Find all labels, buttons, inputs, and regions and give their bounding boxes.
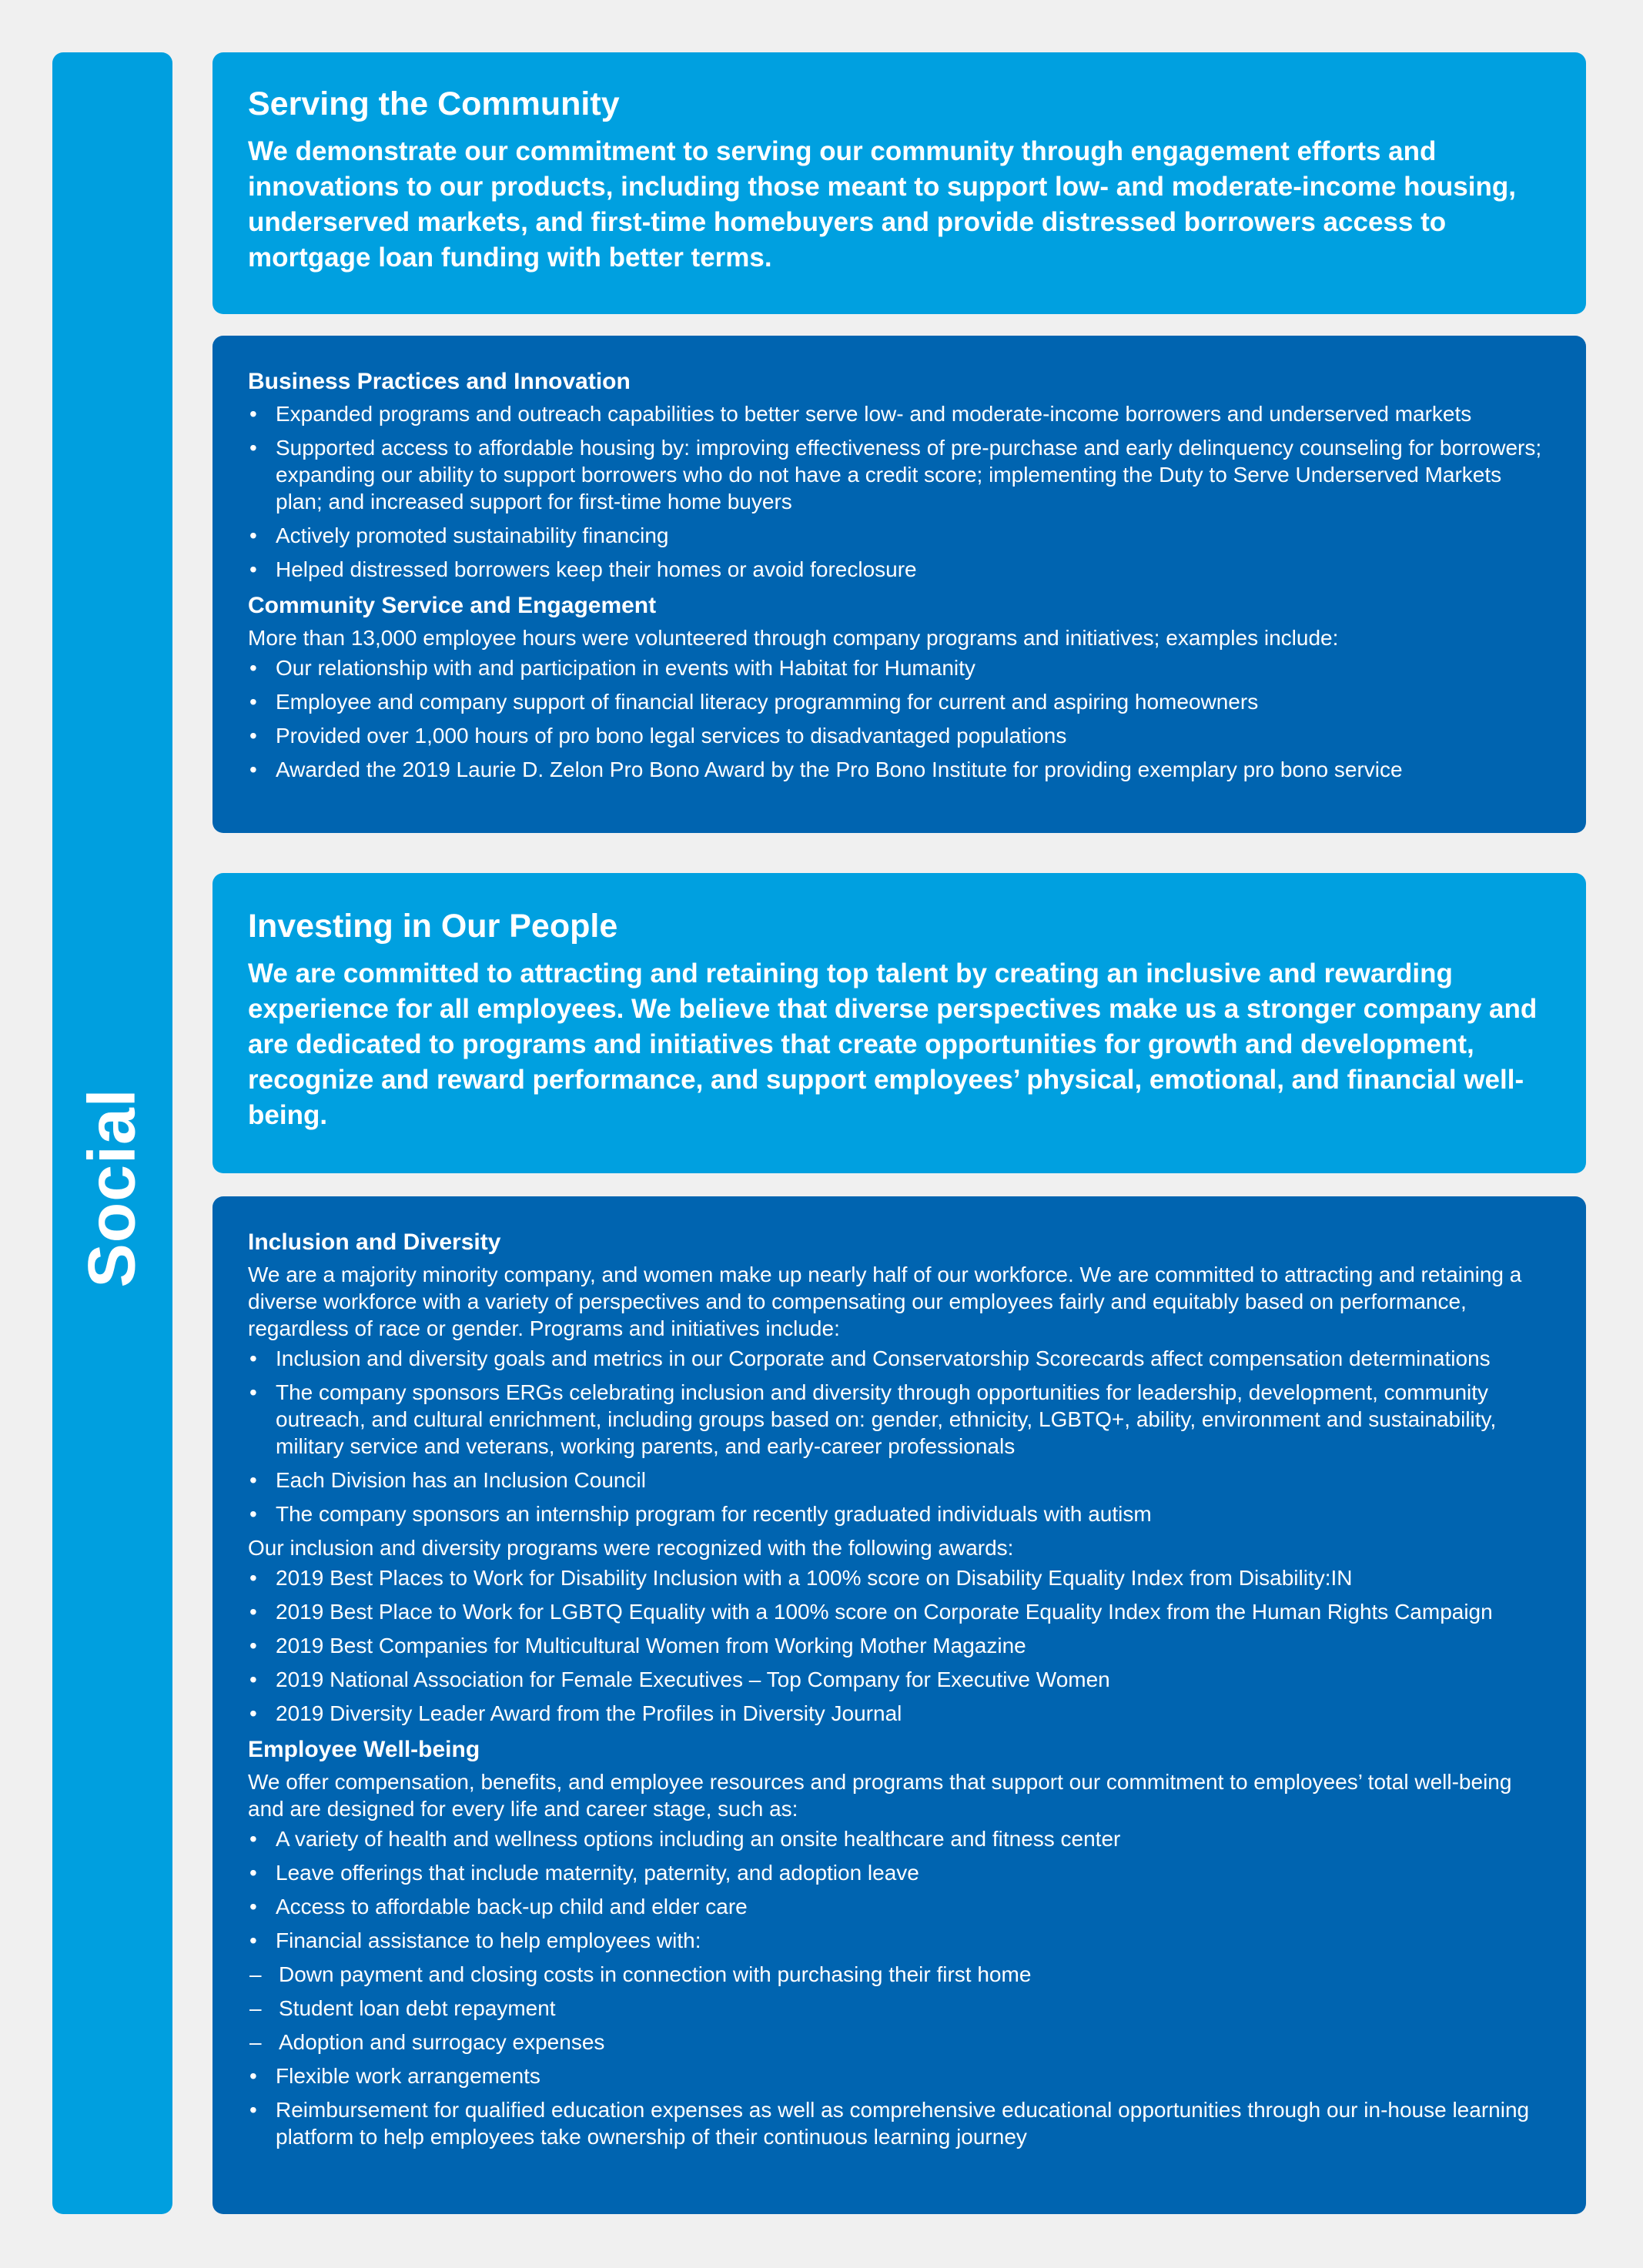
list-item: • Reimbursement for qualified education expenses as well as comprehensive educational opportunities through our in-house learning platform to help employees take ownership of their continuous learning journey [248,2096,1548,2150]
inclusion-list [248,1345,1548,1527]
list-item: • 2019 Best Places to Work for Disability Inclusion with a 100% score on Disability Equality Index from Disability:IN [248,1564,1548,1591]
wellbeing-list [248,1825,1548,2150]
people-title: Investing in Our People [248,908,618,945]
awards-list [248,1564,1548,1727]
community-list [248,654,1548,783]
inclusion-title: Inclusion and Diversity [248,1229,501,1255]
list-item: • Each Division has an Inclusion Council [248,1467,1548,1494]
list-item: • 2019 Best Place to Work for LGBTQ Equality with a 100% score on Corporate Equality Index from the Human Rights Campaign [248,1598,1548,1625]
wellbeing-title: Employee Well-being [248,1737,480,1762]
serving-community-panel [212,52,1586,314]
awards-intro: Our inclusion and diversity programs were recognized with the following awards: [248,1536,1014,1560]
sub-list-item: – Student loan debt repayment [248,1995,1548,2022]
list-item: • The company sponsors ERGs celebrating inclusion and diversity through opportunities for leadership, development, community outreach, and cultural enrichment, including groups based on: gender, ethnicity, LGBTQ+, ability, environment and sustainability, military service and veterans, working parents, and early-career professionals [248,1379,1548,1460]
social-sidebar [52,52,172,2214]
serving-title: Serving the Community [248,85,620,122]
people-lead: We are committed to attracting and retaining top talent by creating an inclusive and rewarding experience for all employees. We believe that diverse perspectives make us a stronger company and are dedicated to programs and initiatives that create opportunities for growth and development, recognize and reward performance, and support employees’ physical, emotional, and financial well-being. [248,958,1538,1130]
community-intro: More than 13,000 employee hours were volunteered through company programs and initiatives; examples include: [248,626,1339,650]
business-title: Business Practices and Innovation [248,369,631,394]
list-item: • Helped distressed borrowers keep their homes or avoid foreclosure [248,556,1548,583]
community-details-panel [212,336,1586,833]
list-item: • Expanded programs and outreach capabilities to better serve low- and moderate-income borrowers and underserved markets [248,400,1548,427]
serving-lead: We demonstrate our commitment to serving our community through engagement efforts and innovations to our products, including those meant to support low- and moderate-income housing, underserved markets, and first-time homebuyers and provide distressed borrowers access to mortgage loan funding with better terms. [248,136,1516,273]
investing-people-panel [212,873,1586,1173]
list-item: • 2019 National Association for Female Executives – Top Company for Executive Women [248,1666,1548,1693]
list-item: • Awarded the 2019 Laurie D. Zelon Pro Bono Award by the Pro Bono Institute for providing exemplary pro bono service [248,756,1548,783]
community-title: Community Service and Engagement [248,593,657,618]
list-item: • Flexible work arrangements [248,2062,1548,2089]
list-item: • Provided over 1,000 hours of pro bono legal services to disadvantaged populations [248,722,1548,749]
list-item: • A variety of health and wellness options including an onsite healthcare and fitness center [248,1825,1548,1852]
list-item: • Access to affordable back-up child and elder care [248,1893,1548,1920]
sub-list-item: – Down payment and closing costs in connection with purchasing their first home [248,1961,1548,1988]
list-item: • 2019 Best Companies for Multicultural Women from Working Mother Magazine [248,1632,1548,1659]
list-item: • Our relationship with and participation in events with Habitat for Humanity [248,654,1548,681]
financial-assistance-sublist [276,1961,1548,2056]
list-item: • Leave offerings that include maternity, paternity, and adoption leave [248,1859,1548,1886]
list-item: • Employee and company support of financial literacy programming for current and aspiring homeowners [248,688,1548,715]
list-item: • The company sponsors an internship program for recently graduated individuals with autism [248,1500,1548,1527]
list-item: • Actively promoted sustainability financing [248,522,1548,549]
list-item: • 2019 Diversity Leader Award from the Profiles in Diversity Journal [248,1700,1548,1727]
list-item: • Inclusion and diversity goals and metrics in our Corporate and Conservatorship Scorecards affect compensation determinations [248,1345,1548,1372]
list-item: • Supported access to affordable housing by: improving effectiveness of pre-purchase and early delinquency counseling for borrowers; expanding our ability to support borrowers who do not have a credit score; implementing the Duty to Serve Underserved Markets plan; and increased support for first-time home buyers [248,434,1548,515]
sidebar-label: Social [75,1088,149,1288]
wellbeing-intro: We offer compensation, benefits, and employee resources and programs that support our commitment to employees’ total well-being and are designed for every life and career stage, such as: [248,1770,1512,1821]
people-details-panel [212,1196,1586,2214]
inclusion-intro: We are a majority minority company, and women make up nearly half of our workforce. We are committed to attracting and retaining a diverse workforce with a variety of perspectives and to compensating our employees fairly and equitably based on performance, regardless of race or gender. Programs and initiatives include: [248,1263,1522,1340]
business-list [248,400,1548,583]
list-item-text: Financial assistance to help employees with: [276,1928,701,1952]
list-item-with-sublist [248,1927,1548,2056]
sub-list-item: – Adoption and surrogacy expenses [248,2029,1548,2056]
